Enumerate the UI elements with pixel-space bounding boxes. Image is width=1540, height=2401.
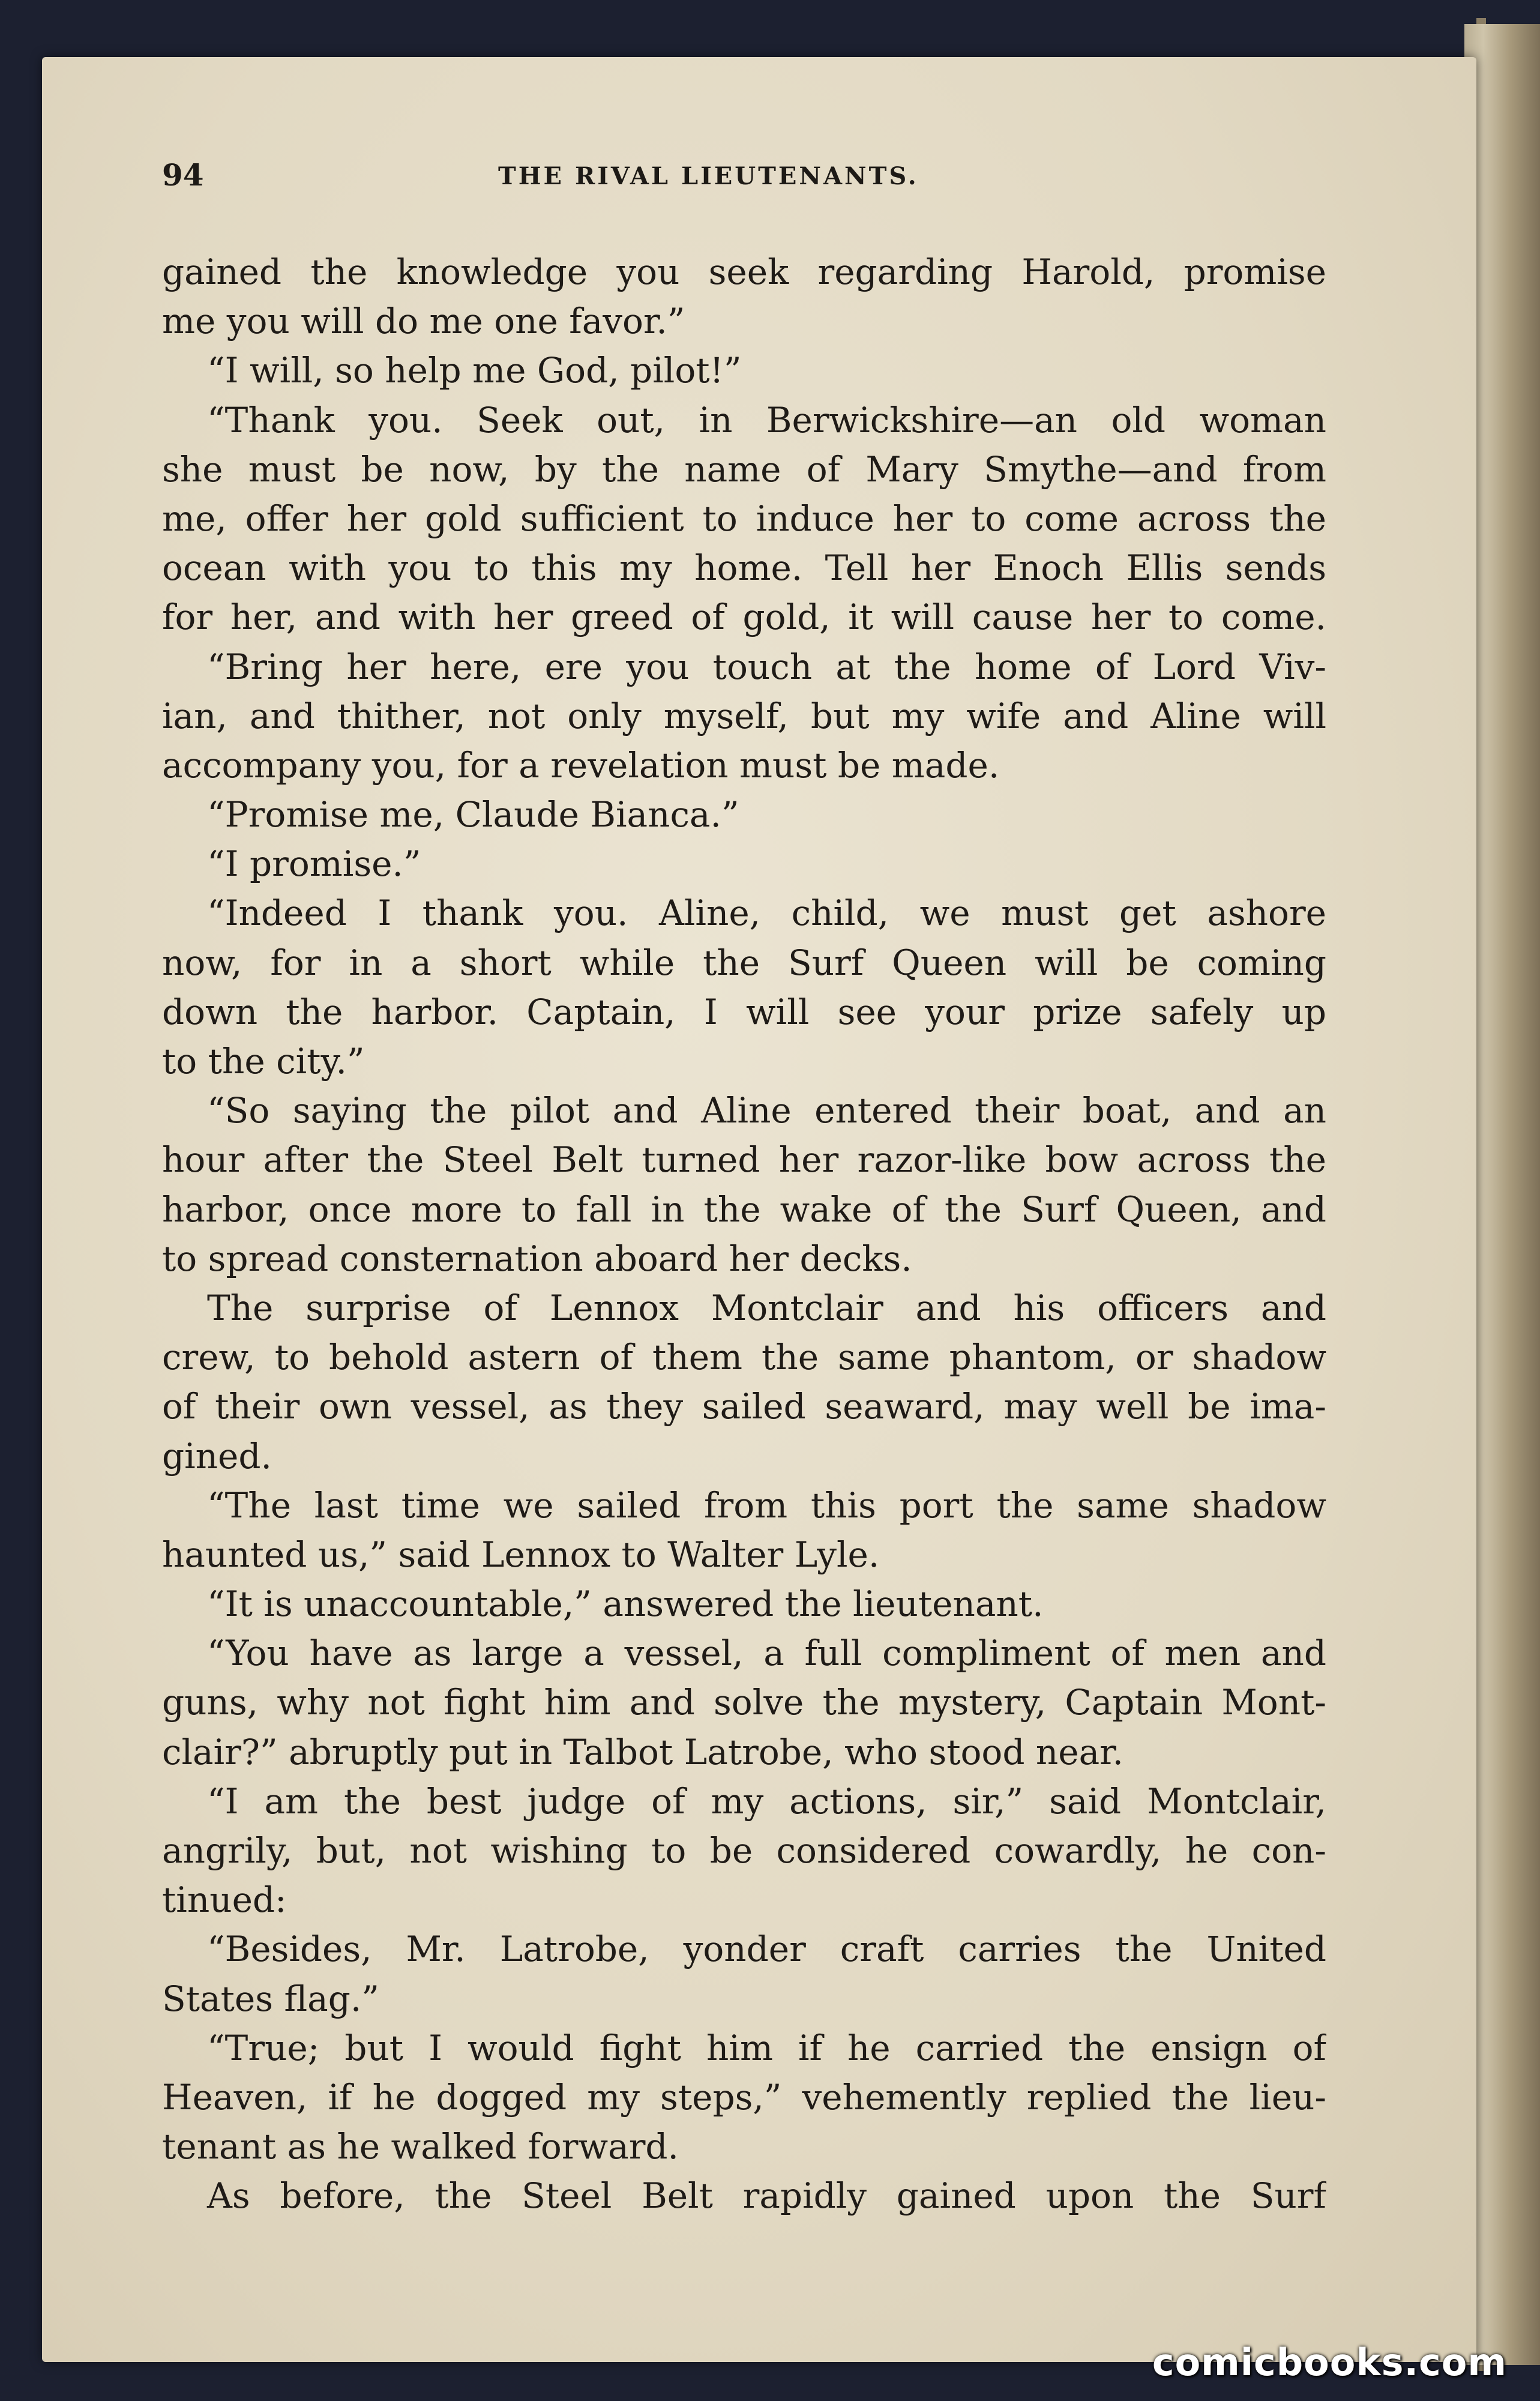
text-line: The surprise of Lennox Montclair and his officers and — [207, 1287, 1326, 1328]
text-line: harbor, once more to fall in the wake of the Surf Queen, and — [162, 1188, 1326, 1230]
page-number: 94 — [162, 157, 204, 193]
text-line: me, offer her gold sufficient to induce her to come across the — [162, 498, 1326, 539]
text-line: “The last time we sailed from this port the same shadow — [207, 1484, 1326, 1526]
text-line: As before, the Steel Belt rapidly gained upon the Surf — [207, 2175, 1326, 2217]
text-line: me you will do me one favor.” — [162, 301, 685, 342]
text-line: gained the knowledge you seek regarding Harold, promise — [162, 252, 1326, 292]
text-line: “Indeed I thank you. Aline, child, we must get ashore — [207, 893, 1326, 934]
text-line: tenant as he walked forward. — [162, 2126, 679, 2168]
text-line: Heaven, if he dogged my steps,” vehemently replied the lieu- — [162, 2076, 1326, 2118]
text-line: accompany you, for a revelation must be made. — [162, 744, 1000, 786]
text-line: to spread consternation aboard her decks. — [162, 1238, 912, 1279]
text-line: hour after the Steel Belt turned her razor-like bow across the — [162, 1139, 1326, 1181]
running-title: THE RIVAL LIEUTENANTS. — [498, 162, 919, 190]
text-line: ocean with you to this my home. Tell her Enoch Ellis sends — [162, 547, 1326, 589]
text-line: crew, to behold astern of them the same phantom, or shadow — [162, 1337, 1326, 1378]
text-line: now, for in a short while the Surf Queen will be coming — [162, 942, 1326, 983]
text-line: clair?” abruptly put in Talbot Latrobe, who stood near. — [162, 1731, 1123, 1773]
text-line: “It is unaccountable,” answered the lieutenant. — [207, 1583, 1044, 1625]
text-line: “I promise.” — [207, 843, 421, 885]
text-line: of their own vessel, as they sailed seaward, may well be ima- — [162, 1386, 1326, 1427]
text-line: States flag.” — [162, 1978, 379, 2019]
text-line: “Besides, Mr. Latrobe, yonder craft carries the United — [207, 1929, 1326, 1970]
text-line: “I will, so help me God, pilot!” — [207, 350, 742, 391]
text-line: haunted us,” said Lennox to Walter Lyle. — [162, 1534, 880, 1575]
text-line: “So saying the pilot and Aline entered their boat, and an — [207, 1090, 1326, 1131]
text-line: “Promise me, Claude Bianca.” — [207, 794, 739, 836]
watermark-logo: comicbooks.com — [1152, 2340, 1507, 2384]
text-line: “I am the best judge of my actions, sir,” said Montclair, — [207, 1780, 1326, 1822]
running-header — [162, 157, 1326, 193]
text-line: down the harbor. Captain, I will see your prize safely up — [162, 991, 1326, 1032]
text-line: “Bring her here, ere you touch at the home of Lord Viv- — [207, 646, 1326, 687]
text-line: “You have as large a vessel, a full compliment of men and — [207, 1633, 1326, 1674]
text-line: angrily, but, not wishing to be considered cowardly, he con- — [162, 1830, 1326, 1871]
text-line: ian, and thither, not only myself, but my wife and Aline will — [162, 695, 1326, 737]
text-line: “Thank you. Seek out, in Berwickshire—an old woman — [207, 399, 1326, 441]
text-line: “True; but I would fight him if he carried the ensign of — [207, 2027, 1326, 2068]
text-line: to the city.” — [162, 1041, 365, 1082]
text-line: she must be now, by the name of Mary Smythe—and from — [162, 448, 1326, 490]
text-line: for her, and with her greed of gold, it will cause her to come. — [162, 597, 1326, 638]
body-text — [162, 247, 1326, 2221]
text-line: guns, why not fight him and solve the mystery, Captain Mont- — [162, 1682, 1326, 1723]
text-line: tinued: — [162, 1879, 287, 1921]
text-line: gined. — [162, 1435, 272, 1477]
